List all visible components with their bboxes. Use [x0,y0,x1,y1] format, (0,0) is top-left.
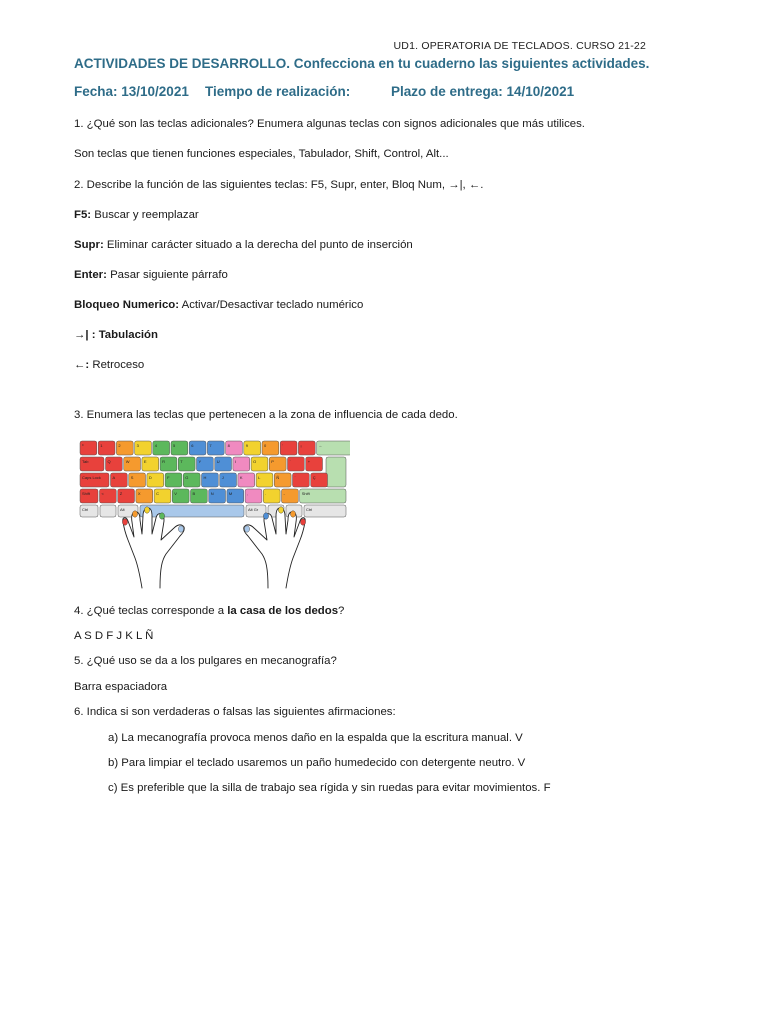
keyboard-key-label: F [167,475,170,480]
keyboard-key-label: L [258,475,261,480]
keyboard-key-label: Ctrl [82,507,89,512]
q2-item [74,298,363,312]
q6-item-b: b) Para limpiar el teclado usaremos un paño humedecido con detergente neutro. V [108,757,526,769]
q2-item-key: Enter: [74,269,107,281]
keyboard-key-label: Z [119,491,123,496]
fingernail-marker [122,519,127,525]
title-lead: ACTIVIDADES DE DESARROLLO. [74,56,291,71]
keyboard-key-label: Shift [301,491,310,496]
q2-item [74,268,228,282]
keyboard-key-label: U [216,459,220,464]
keyboard-key-label: Q [107,459,111,464]
fingernail-marker [290,511,295,517]
keyboard-key-label: I [234,459,237,464]
keyboard-key-label: R [162,459,165,464]
keyboard-keys [80,441,350,517]
keyboard-key-label: K [239,475,243,480]
keyboard-key-label: 5 [173,443,176,448]
keyboard-key-label: . [265,491,267,496]
q2-item [74,238,413,252]
q2-item-desc: Eliminar carácter situado a la derecha del punto de inserción [103,239,413,251]
fingernail-marker [132,511,137,517]
keyboard-key-label: A [112,475,116,480]
keyboard-key-label: Ç [312,475,316,480]
meta-plazo: Plazo de entrega: 14/10/2021 [391,84,575,99]
q2-question: 2. Describe la función de las siguientes teclas: F5, Supr, enter, Bloq Num, →|, ←. [74,179,484,191]
q5-question: 5. ¿Qué uso se da a los pulgares en mecanografía? [74,655,337,667]
keyboard-key-label: - [283,491,285,496]
keyboard-key-label: H [203,475,207,480]
keyboard-key-label: 8 [227,443,230,448]
q2-item-desc: Buscar y reemplazar [91,209,199,221]
keyboard-key-label: B [192,491,196,496]
keyboard-key-label: M [228,491,233,496]
keyboard-key-label: 9 [245,443,249,448]
keyboard-key-label: W [125,459,130,464]
document-header: UD1. OPERATORIA DE TECLADOS. CURSO 21-22 [393,40,646,52]
q1-question: 1. ¿Qué son las teclas adicionales? Enumera algunas teclas con signos adicionales que más utilices. [74,118,585,130]
q4-question [74,604,344,618]
keyboard-key-label: X [137,491,141,496]
q2-item-key: F5: [74,209,92,221]
hands-drawing [123,508,305,588]
space-bar [140,505,244,517]
q6-item-c: c) Es preferible que la silla de trabajo sea rígida y sin ruedas para evitar movimientos. F [108,782,551,794]
q2-item-desc: Pasar siguiente párrafo [106,269,228,281]
q5-answer: Barra espaciadora [74,681,168,693]
q4-question-post: ? [338,605,345,617]
keyboard-key-label: 2 [118,443,121,448]
q4-answer: A S D F J K L Ñ [74,630,154,642]
keyboard-key-label: 0 [264,443,267,448]
q2-item-desc: Activar/Desactivar teclado numérico [179,299,364,311]
q2-item-desc: : Tabulación [88,329,158,341]
keyboard-key-label: ← [318,443,323,448]
keyboard-key-label: 7 [209,443,212,448]
keyboard-key-label: E [143,459,147,464]
keyboard-key-label: Y [198,459,202,464]
keyboard-key-label: Caps Lock [82,475,101,480]
q6-question: 6. Indica si son verdaderas o falsas las siguientes afirmaciones: [74,706,396,718]
q2-item-key: →| [74,329,89,341]
meta-tiempo: Tiempo de realización: [205,84,351,99]
keyboard-key-label: ' [282,443,283,448]
fingernail-marker [278,507,283,513]
keyboard-key-label: V [174,491,177,496]
keyboard-key-label: ` [289,459,291,464]
keyboard-hands-illustration [78,436,350,592]
left-hand [123,508,184,588]
keyboard-key-label: P [271,459,274,464]
keyboard-key-label: ´ [294,475,296,480]
q2-item [74,328,158,342]
keyboard-key-label: O [253,459,257,464]
keyboard-key-label: C [156,491,159,496]
windows-key [100,505,116,517]
keyboard-key-label: Ñ [276,475,280,480]
q4-question-bold: la casa de los dedos [227,605,339,617]
q2-item-key: Supr: [74,239,104,251]
fingernail-marker [300,519,305,525]
keyboard-key-label: , [247,491,249,496]
q2-item-desc: Retroceso [89,359,145,371]
q2-item [74,208,199,222]
q1-answer: Son teclas que tienen funciones especiales, Tabulador, Shift, Control, Alt... [74,148,449,160]
keyboard-key-label: 1 [100,443,103,448]
fingernail-marker [178,526,183,532]
keyboard-key-label: Alt [120,507,125,512]
keyboard-key-label: T [180,459,183,464]
keyboard-key-label: 6 [191,443,194,448]
keyboard-key-label: Ctrl [306,507,313,512]
q2-item [74,358,144,372]
meta-fecha: Fecha: 13/10/2021 [74,84,189,99]
keyboard-key-label: + [307,459,311,464]
fingernail-marker [159,513,164,519]
keyboard-key-label: ¡ [300,443,302,448]
keyboard-key-label: Alt Gr [248,507,259,512]
keyboard-key-label: N [210,491,214,496]
page-title [74,56,649,71]
fingernail-marker [263,513,268,519]
keyboard-key-label: Shift [82,491,91,496]
keyboard-key-label: J [221,475,224,480]
q6-item-a: a) La mecanografía provoca menos daño en la espalda que la escritura manual. V [108,732,523,744]
keyboard-key-label: G [185,475,189,480]
fingernail-marker [144,507,149,513]
fingernail-marker [244,526,249,532]
keyboard-key-label: Tab [82,459,89,464]
keyboard-key-label: º [82,443,84,448]
right-hand [244,508,305,588]
q3-question: 3. Enumera las teclas que pertenecen a la zona de influencia de cada dedo. [74,409,458,421]
enter-key [326,457,346,487]
title-rest: Confecciona en tu cuaderno las siguientes actividades. [290,56,650,71]
keyboard-key-label: 4 [154,443,158,448]
q4-question-pre: 4. ¿Qué teclas corresponde a [74,605,228,617]
keyboard-key-label: S [130,475,134,480]
q2-item-key: Bloqueo Numerico: [74,299,180,311]
keyboard-key-label: D [148,475,152,480]
keyboard-key-label: 3 [136,443,139,448]
keyboard-key-label: < [101,491,104,496]
q2-item-key: ←: [74,359,90,371]
